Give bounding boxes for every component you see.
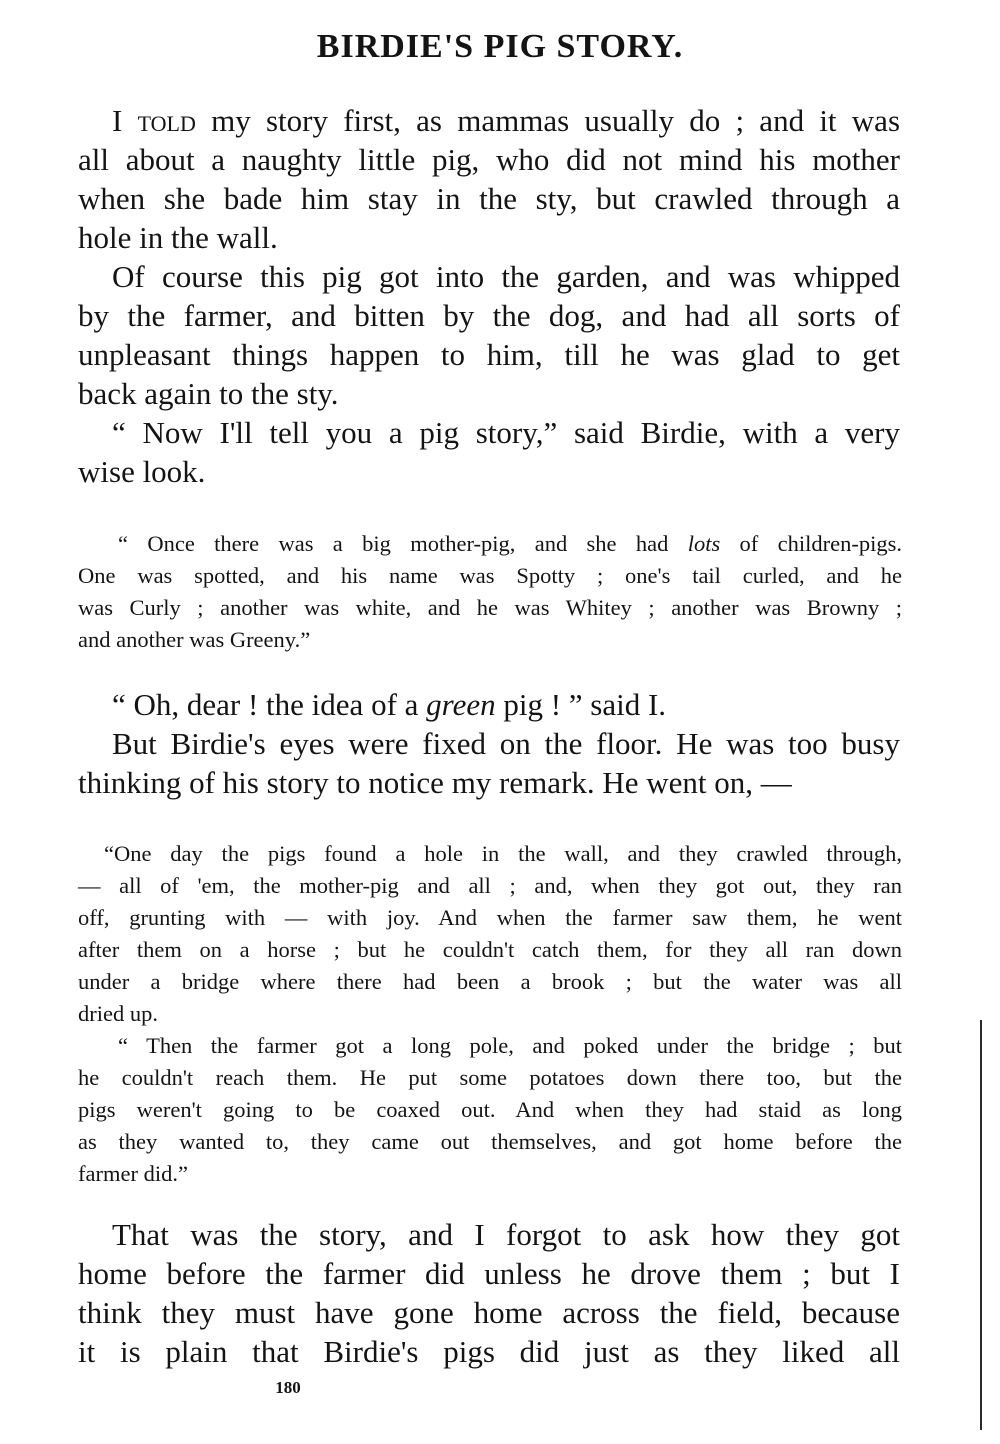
quote-3-line-5: farmer did.” [78, 1161, 188, 1186]
paragraph-1-line-4: hole in the wall. [78, 220, 278, 255]
quote-1-line-3: was Curly ; another was white, and he was Whitey ; another was Browny ; [78, 595, 902, 620]
quote-2-line-4: after them on a horse ; but he couldn't catch them, for they all ran down [78, 937, 902, 962]
paragraph-2-line-2: by the farmer, and bitten by the dog, and had all sorts of [78, 298, 900, 333]
quote-1-line-2: One was spotted, and his name was Spotty ; one's tail curled, and he [78, 563, 902, 588]
paragraph-5-line-2: thinking of his story to notice my remark. He went on, — [78, 765, 792, 800]
page-number: 180 [275, 1378, 301, 1397]
paragraph-3-line-2: wise look. [78, 454, 206, 489]
paragraph-2-line-3: unpleasant things happen to him, till he was glad to get [78, 337, 900, 372]
page-title: BIRDIE'S PIG STORY. [316, 28, 684, 65]
quote-3-line-4: as they wanted to, they came out themselves, and got home before the [78, 1129, 902, 1154]
quote-2-line-2: — all of 'em, the mother-pig and all ; and, when they got out, they ran [78, 873, 902, 898]
paragraph-1-line-1: I told my story first, as mammas usually do ; and it was [112, 103, 901, 138]
paragraph-3-line-1: “ Now I'll tell you a pig story,” said Birdie, with a very [112, 415, 900, 450]
paragraph-6-line-4: it is plain that Birdie's pigs did just as they liked all [78, 1334, 900, 1369]
paragraph-6-line-1: That was the story, and I forgot to ask how they got [112, 1217, 900, 1252]
paragraph-6-line-2: home before the farmer did unless he drove them ; but I [78, 1256, 900, 1291]
quote-2-line-3: off, grunting with — with joy. And when the farmer saw them, he went [78, 905, 902, 930]
quote-3-line-1: “ Then the farmer got a long pole, and poked under the bridge ; but [118, 1033, 902, 1058]
paragraph-6-line-3: think they must have gone home across the field, because [78, 1295, 900, 1330]
paragraph-4-line-1: “ Oh, dear ! the idea of a green pig ! ” said I. [112, 687, 667, 722]
quote-3-line-2: he couldn't reach them. He put some potatoes down there too, but the [78, 1065, 902, 1090]
quote-2-line-6: dried up. [78, 1001, 158, 1026]
paragraph-1-line-2: all about a naughty little pig, who did not mind his mother [78, 142, 900, 177]
quote-3-line-3: pigs weren't going to be coaxed out. And when they had staid as long [78, 1097, 902, 1122]
paragraph-1-line-3: when she bade him stay in the sty, but crawled through a [78, 181, 900, 216]
quote-2-line-1: “One day the pigs found a hole in the wall, and they crawled through, [104, 841, 902, 866]
paragraph-5-line-1: But Birdie's eyes were fixed on the floor. He was too busy [112, 726, 900, 761]
quote-1-line-1: “ Once there was a big mother-pig, and she had lots of children-pigs. [118, 531, 902, 556]
paragraph-2-line-1: Of course this pig got into the garden, and was whipped [112, 259, 900, 294]
small-caps-lead: I told [112, 103, 196, 138]
quote-1-line-4: and another was Greeny.” [78, 627, 311, 652]
scan-edge-line [980, 1020, 982, 1430]
paragraph-2-line-4: back again to the sty. [78, 376, 339, 411]
emphasis-lots: lots [687, 531, 721, 556]
quote-2-line-5: under a bridge where there had been a brook ; but the water was all [78, 969, 902, 994]
emphasis-green: green [426, 687, 496, 722]
